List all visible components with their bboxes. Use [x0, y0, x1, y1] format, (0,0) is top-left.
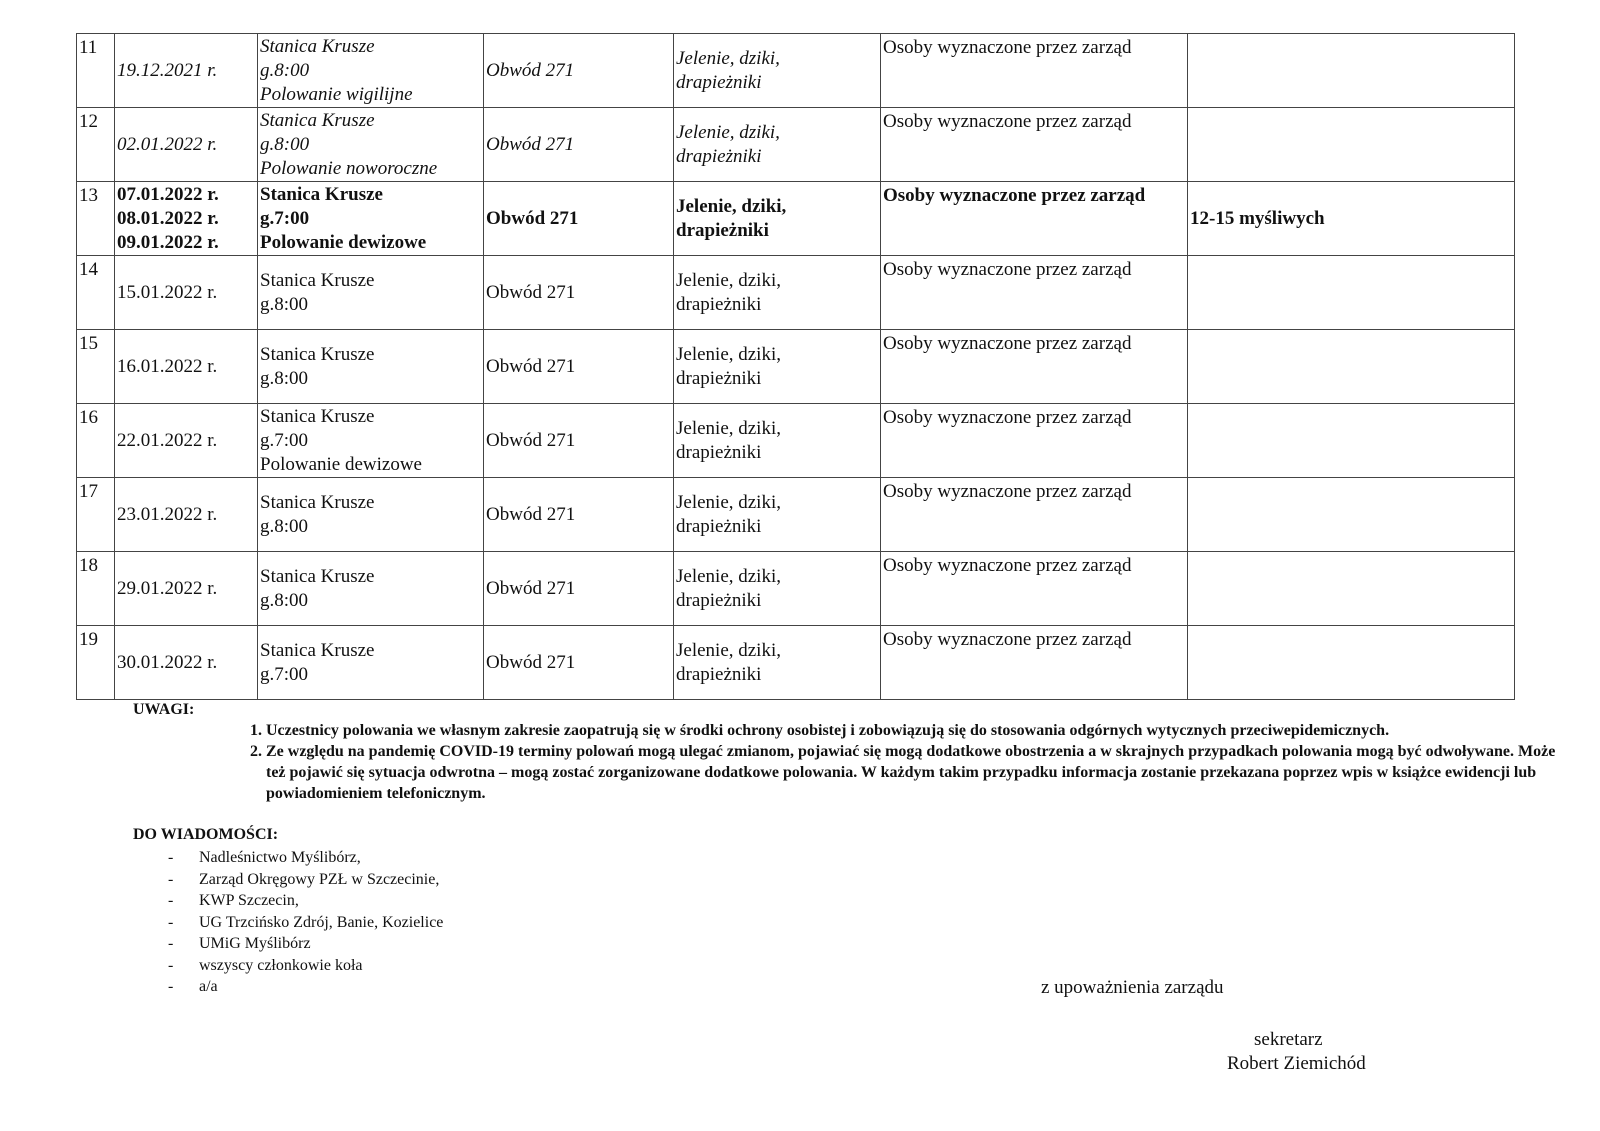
recipient-item: - UMiG Myślibórz: [166, 933, 443, 955]
meeting-place-line: Stanica Krusze: [260, 35, 375, 57]
note-item: 1. Uczestnicy polowania we własnym zakresie zaopatrują się w środki ochrony osobistej i zobowiązują się do stosowania odgórnych wytycznych przeciwepidemicznych.: [266, 720, 1566, 741]
participants: Osoby wyznaczone przez zarząd: [881, 552, 1188, 626]
game-species-line: drapieżniki: [676, 293, 762, 315]
game-species-line: Jelenie, dziki,: [676, 491, 781, 513]
notes-title: UWAGI:: [133, 701, 195, 718]
game-species-line: Jelenie, dziki,: [676, 565, 781, 587]
game-species-cell: [674, 626, 881, 700]
row-number: 14: [77, 256, 115, 330]
row-number: 18: [77, 552, 115, 626]
hunt-date-cell: [115, 626, 258, 700]
meeting-place-line: Stanica Krusze: [260, 343, 375, 365]
hunt-date: 08.01.2022 r.: [117, 207, 219, 229]
recipient-item: - UG Trzcińsko Zdrój, Banie, Kozielice: [166, 912, 443, 934]
row-number: 15: [77, 330, 115, 404]
participant-count: [1188, 404, 1515, 478]
game-species-cell: [674, 552, 881, 626]
hunting-area: Obwód 271: [484, 108, 674, 182]
game-species-cell: [674, 478, 881, 552]
game-species-line: drapieżniki: [676, 145, 762, 167]
meeting-place-cell: [258, 626, 484, 700]
meeting-place-line: Polowanie dewizowe: [260, 231, 427, 253]
meeting-place-cell: [258, 478, 484, 552]
hunt-date: 19.12.2021 r.: [117, 59, 218, 81]
game-species-line: drapieżniki: [676, 663, 762, 685]
hunting-area: Obwód 271: [484, 478, 674, 552]
game-species-line: Jelenie, dziki,: [676, 121, 780, 143]
game-species-line: Jelenie, dziki,: [676, 47, 780, 69]
participant-count: [1188, 478, 1515, 552]
participant-count: [1188, 626, 1515, 700]
participants: Osoby wyznaczone przez zarząd: [881, 330, 1188, 404]
participant-count: [1188, 256, 1515, 330]
meeting-place-cell: [258, 552, 484, 626]
meeting-place-cell: [258, 108, 484, 182]
hunt-date: 30.01.2022 r.: [117, 651, 218, 673]
meeting-place-line: Stanica Krusze: [260, 109, 375, 131]
row-number: 12: [77, 108, 115, 182]
schedule-row: [77, 256, 1515, 330]
recipient-item: - a/a: [166, 976, 443, 998]
hunt-date: 07.01.2022 r.: [117, 183, 219, 205]
row-number: 11: [77, 34, 115, 108]
meeting-place-line: Polowanie wigilijne: [260, 83, 413, 105]
signature-name: Robert Ziemichód: [1227, 1053, 1366, 1074]
signature-role: sekretarz: [1254, 1029, 1323, 1050]
hunt-date: 15.01.2022 r.: [117, 281, 218, 303]
schedule-row: [77, 182, 1515, 256]
game-species-cell: [674, 256, 881, 330]
meeting-place-line: g.7:00: [260, 207, 310, 229]
game-species-line: drapieżniki: [676, 589, 762, 611]
note-item: 2. Ze względu na pandemię COVID-19 terminy polowań mogą ulegać zmianom, pojawiać się mogą dodatkowe obostrzenia a w skrajnych przypadkach polowania mogą być odwoływane. Może też pojawić się sytuacja odwrotna – mogą zostać zorganizowane dodatkowe polowania. W każdym takim przypadku informacja zostanie przekazana poprzez wpis w książce ewidencji lub powiadomieniem telefonicznym.: [266, 741, 1566, 804]
game-species-line: Jelenie, dziki,: [676, 195, 787, 217]
hunt-schedule-table: [76, 33, 1515, 700]
hunting-area: Obwód 271: [484, 34, 674, 108]
schedule-row: [77, 478, 1515, 552]
hunt-date: 09.01.2022 r.: [117, 231, 219, 253]
schedule-row: [77, 108, 1515, 182]
hunt-date-cell: [115, 182, 258, 256]
recipients-title: DO WIADOMOŚCI:: [133, 826, 279, 843]
meeting-place-line: g.8:00: [260, 515, 309, 537]
hunting-area: Obwód 271: [484, 552, 674, 626]
meeting-place-line: g.8:00: [260, 59, 310, 81]
schedule-row: [77, 552, 1515, 626]
hunt-date: 22.01.2022 r.: [117, 429, 218, 451]
hunt-date-cell: [115, 34, 258, 108]
schedule-row: [77, 404, 1515, 478]
hunt-date-cell: [115, 478, 258, 552]
game-species-cell: [674, 108, 881, 182]
participants: Osoby wyznaczone przez zarząd: [881, 34, 1188, 108]
hunting-area: Obwód 271: [484, 256, 674, 330]
participants: Osoby wyznaczone przez zarząd: [881, 626, 1188, 700]
participant-count: [1188, 330, 1515, 404]
row-number: 19: [77, 626, 115, 700]
hunting-area: Obwód 271: [484, 404, 674, 478]
schedule-row: [77, 34, 1515, 108]
game-species-cell: [674, 34, 881, 108]
meeting-place-line: Polowanie noworoczne: [260, 157, 438, 179]
hunt-date-cell: [115, 108, 258, 182]
row-number: 16: [77, 404, 115, 478]
participant-count: [1188, 34, 1515, 108]
meeting-place-line: g.8:00: [260, 293, 309, 315]
meeting-place-line: g.8:00: [260, 367, 309, 389]
meeting-place-cell: [258, 404, 484, 478]
meeting-place-line: Stanica Krusze: [260, 405, 375, 427]
hunting-area: Obwód 271: [484, 330, 674, 404]
participants: Osoby wyznaczone przez zarząd: [881, 108, 1188, 182]
hunt-date-cell: [115, 330, 258, 404]
game-species-line: Jelenie, dziki,: [676, 417, 781, 439]
recipient-item: - Nadleśnictwo Myślibórz,: [166, 847, 443, 869]
meeting-place-line: Stanica Krusze: [260, 183, 383, 205]
participant-count: [1188, 108, 1515, 182]
schedule-row: [77, 626, 1515, 700]
participants: Osoby wyznaczone przez zarząd: [881, 182, 1188, 256]
participants: Osoby wyznaczone przez zarząd: [881, 478, 1188, 552]
meeting-place-cell: [258, 256, 484, 330]
game-species-line: Jelenie, dziki,: [676, 343, 781, 365]
game-species-line: drapieżniki: [676, 219, 769, 241]
game-species-line: drapieżniki: [676, 441, 762, 463]
hunting-area: Obwód 271: [484, 626, 674, 700]
game-species-line: drapieżniki: [676, 515, 762, 537]
participant-count: 12-15 myśliwych: [1188, 182, 1515, 256]
participants: Osoby wyznaczone przez zarząd: [881, 404, 1188, 478]
participants: Osoby wyznaczone przez zarząd: [881, 256, 1188, 330]
schedule-row: [77, 330, 1515, 404]
hunt-date-cell: [115, 552, 258, 626]
hunt-date-cell: [115, 404, 258, 478]
meeting-place-line: g.8:00: [260, 133, 310, 155]
meeting-place-line: Stanica Krusze: [260, 269, 375, 291]
meeting-place-cell: [258, 34, 484, 108]
recipient-item: - KWP Szczecin,: [166, 890, 443, 912]
recipient-item: - Zarząd Okręgowy PZŁ w Szczecinie,: [166, 869, 443, 891]
recipients-list: [166, 847, 443, 998]
meeting-place-line: Stanica Krusze: [260, 565, 375, 587]
schedule-body: [77, 34, 1515, 700]
hunting-area: Obwód 271: [484, 182, 674, 256]
meeting-place-line: g.7:00: [260, 663, 309, 685]
game-species-cell: [674, 330, 881, 404]
meeting-place-cell: [258, 330, 484, 404]
hunt-date: 23.01.2022 r.: [117, 503, 218, 525]
hunt-date: 16.01.2022 r.: [117, 355, 218, 377]
notes-list: [232, 720, 1566, 804]
row-number: 13: [77, 182, 115, 256]
game-species-line: drapieżniki: [676, 71, 762, 93]
meeting-place-line: g.8:00: [260, 589, 309, 611]
game-species-cell: [674, 404, 881, 478]
meeting-place-line: Stanica Krusze: [260, 491, 375, 513]
meeting-place-line: g.7:00: [260, 429, 309, 451]
hunt-date: 02.01.2022 r.: [117, 133, 218, 155]
game-species-line: drapieżniki: [676, 367, 762, 389]
hunt-date-cell: [115, 256, 258, 330]
row-number: 17: [77, 478, 115, 552]
meeting-place-cell: [258, 182, 484, 256]
game-species-line: Jelenie, dziki,: [676, 639, 781, 661]
recipient-item: - wszyscy członkowie koła: [166, 955, 443, 977]
participant-count: [1188, 552, 1515, 626]
game-species-line: Jelenie, dziki,: [676, 269, 781, 291]
meeting-place-line: Stanica Krusze: [260, 639, 375, 661]
hunt-date: 29.01.2022 r.: [117, 577, 218, 599]
signature-authority: z upoważnienia zarządu: [1041, 977, 1224, 998]
game-species-cell: [674, 182, 881, 256]
meeting-place-line: Polowanie dewizowe: [260, 453, 422, 475]
